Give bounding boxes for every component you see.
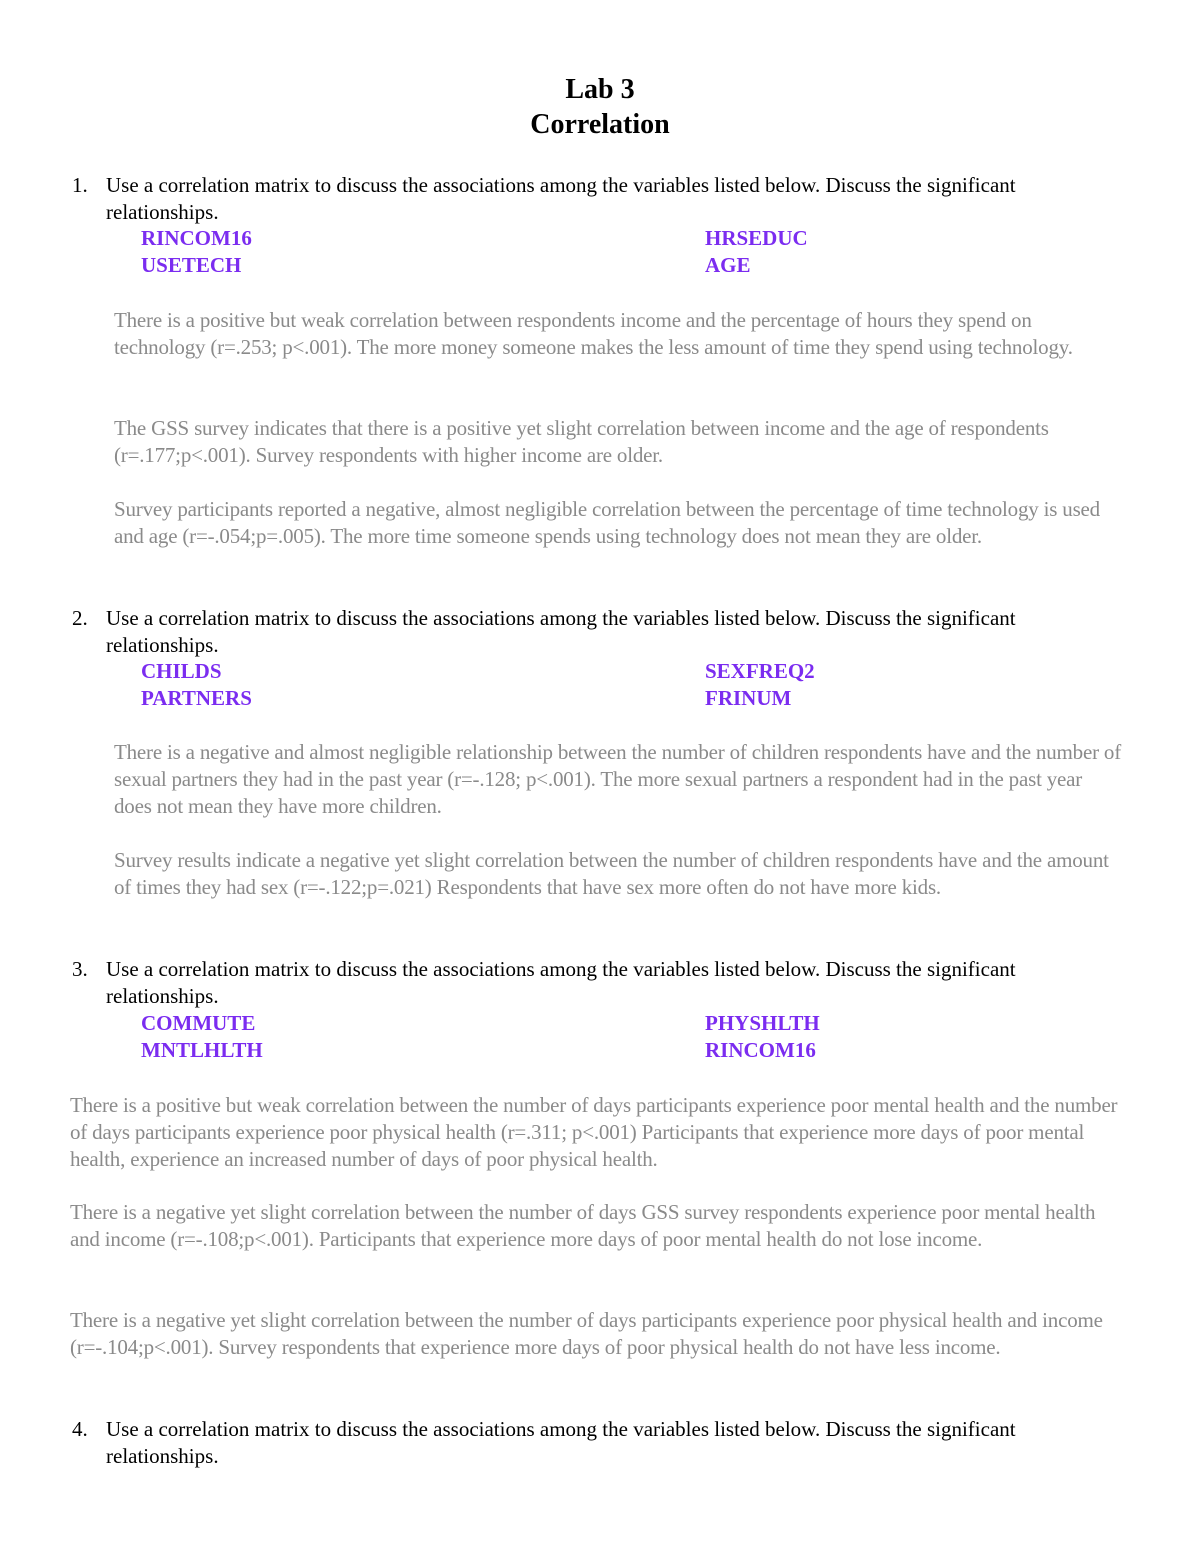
question-prompt: Use a correlation matrix to discuss the associations among the variables listed below. Discuss the significant relationships. xyxy=(106,606,1016,657)
variable-label: FRINUM xyxy=(705,686,792,710)
document-subtitle: Correlation xyxy=(530,109,670,140)
variable-label: COMMUTE xyxy=(141,1011,256,1035)
answer-paragraph: Survey results indicate a negative yet slight correlation between the number of children respondents have and the amount of times they had sex (r=-.122;p=.021) Respondents that have sex more often do not have more kids. xyxy=(114,848,1109,899)
question-number: 3. xyxy=(72,957,88,981)
variable-label: PHYSHLTH xyxy=(705,1011,820,1035)
variable-label: HRSEDUC xyxy=(705,226,808,250)
answer-paragraph: There is a negative and almost negligible relationship between the number of children respondents have and the number of sexual partners they had in the past year (r=-.128; p<.001). The more sexual partners a respondent had in the past year does not mean they have more children. xyxy=(114,740,1121,818)
question-2 xyxy=(72,605,1132,659)
answer-paragraph: There is a negative yet slight correlation between the number of days GSS survey respondents experience poor mental health and income (r=-.108;p<.001). Participants that experience more days of poor mental health do not lose income. xyxy=(70,1200,1096,1251)
answer-paragraph: There is a negative yet slight correlation between the number of days participants experience poor physical health and income (r=-.104;p<.001). Survey respondents that experience more days of poor physical health do not have less income. xyxy=(70,1308,1103,1359)
question-prompt: Use a correlation matrix to discuss the associations among the variables listed below. Discuss the significant relationships. xyxy=(106,173,1016,224)
answer-paragraph: There is a positive but weak correlation between respondents income and the percentage of hours they spend on technology (r=.253; p<.001). The more money someone makes the less amount of time they spend using technology. xyxy=(114,308,1073,359)
question-4 xyxy=(72,1416,1132,1470)
answer-paragraph: There is a positive but weak correlation between the number of days participants experience poor mental health and the number of days participants experience poor physical health (r=.311; p<.001) Participants that experience more days of poor mental health, experience an increased number of days of poor physical health. xyxy=(70,1093,1118,1171)
answer-paragraph: The GSS survey indicates that there is a positive yet slight correlation between income and the age of respondents (r=.177;p<.001). Survey respondents with higher income are older. xyxy=(114,416,1049,467)
variable-label: RINCOM16 xyxy=(141,226,252,250)
question-number: 4. xyxy=(72,1417,88,1441)
answer-paragraph: Survey participants reported a negative, almost negligible correlation between the percentage of time technology is used and age (r=-.054;p=.005). The more time someone spends using technology does not mean they are older. xyxy=(114,497,1100,548)
question-prompt: Use a correlation matrix to discuss the associations among the variables listed below. Discuss the significant relationships. xyxy=(106,957,1016,1008)
variable-label: SEXFREQ2 xyxy=(705,659,815,683)
question-number: 2. xyxy=(72,606,88,630)
variable-label: CHILDS xyxy=(141,659,222,683)
question-number: 1. xyxy=(72,173,88,197)
document-title: Lab 3 xyxy=(565,74,635,105)
variable-label: AGE xyxy=(705,253,751,277)
question-prompt: Use a correlation matrix to discuss the associations among the variables listed below. Discuss the significant relationships. xyxy=(106,1417,1016,1468)
variable-label: USETECH xyxy=(141,253,242,277)
variable-label: RINCOM16 xyxy=(705,1038,816,1062)
question-1 xyxy=(72,172,1132,226)
variable-label: MNTLHLTH xyxy=(141,1038,263,1062)
question-3 xyxy=(72,956,1132,1010)
variable-label: PARTNERS xyxy=(141,686,252,710)
